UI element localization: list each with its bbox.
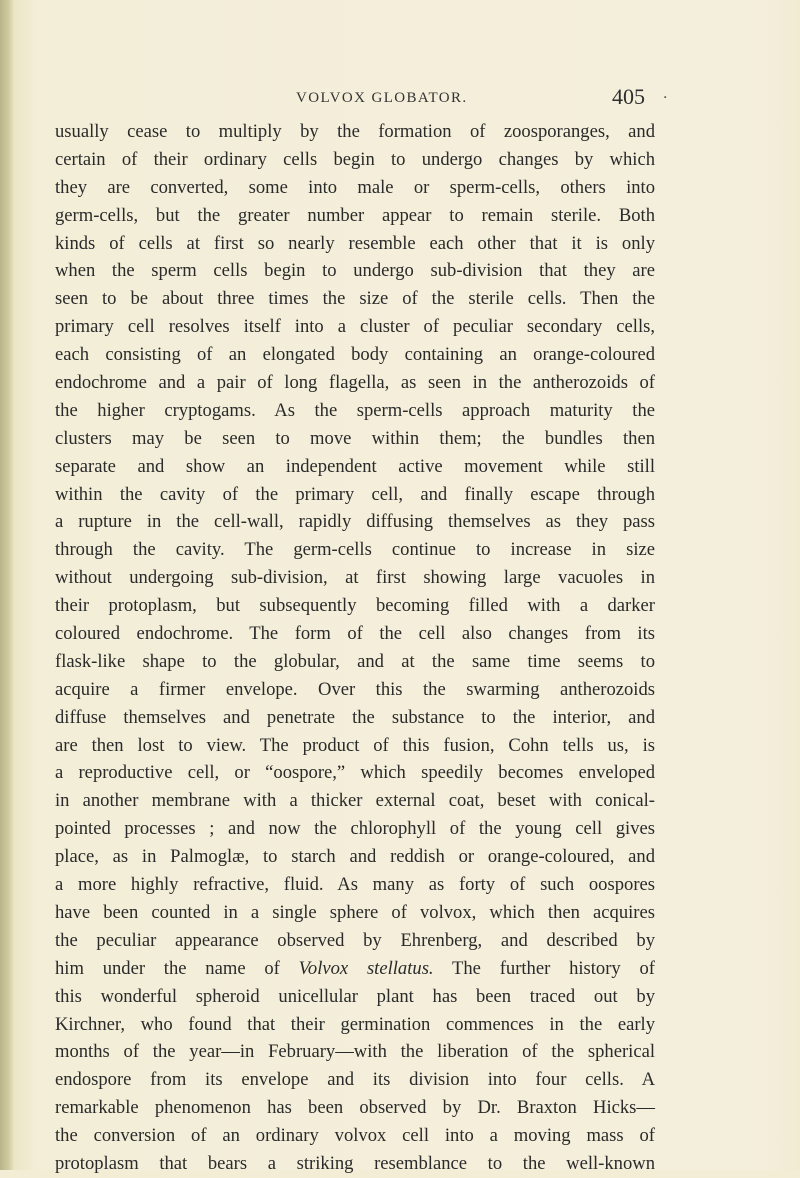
text-line: this wonderful spheroid unicellular plant has been traced out by <box>55 985 655 1007</box>
text-line: acquire a firmer envelope. Over this the swarming antherozoids <box>55 678 655 700</box>
text-line: endochrome and a pair of long flagella, as seen in the antherozoids of <box>55 372 655 394</box>
text-line: Kirchner, who found that their germination commences in the early <box>55 1013 655 1035</box>
text-line: are then lost to view. The product of this fusion, Cohn tells us, is <box>55 734 655 756</box>
species-name-italic: Volvox stellatus. <box>298 957 434 979</box>
text-line: the peculiar appearance observed by Ehrenberg, and described by <box>55 929 655 951</box>
text-line: through the cavity. The germ-cells continue to increase in size <box>55 539 655 561</box>
text-line: the conversion of an ordinary volvox cell into a moving mass of <box>55 1125 655 1147</box>
text-line: germ-cells, but the greater number appear to remain sterile. Both <box>55 204 655 226</box>
text-line: diffuse themselves and penetrate the substance to the interior, and <box>55 706 655 728</box>
text-line: coloured endochrome. The form of the cell also changes from its <box>55 623 655 645</box>
text-line: the higher cryptogams. As the sperm-cells approach maturity the <box>55 399 655 421</box>
text-line: kinds of cells at first so nearly resemble each other that it is only <box>55 232 655 254</box>
text-line: protoplasm that bears a striking resemblance to the well-known <box>55 1152 655 1174</box>
text-segment: The further history of <box>433 957 655 979</box>
text-line: a reproductive cell, or “oospore,” which speedily becomes enveloped <box>55 762 655 784</box>
text-line: endospore from its envelope and its division into four cells. A <box>55 1069 655 1091</box>
text-line: a rupture in the cell-wall, rapidly diffusing themselves as they pass <box>55 511 655 533</box>
text-line: when the sperm cells begin to undergo sub-division that they are <box>55 260 655 282</box>
text-line: usually cease to multiply by the formation of zoosporanges, and <box>55 121 655 142</box>
text-line: each consisting of an elongated body containing an orange-coloured <box>55 344 655 366</box>
text-line: in another membrane with a thicker external coat, beset with conical- <box>55 790 655 812</box>
running-title: VOLVOX GLOBATOR. <box>296 90 468 106</box>
text-line: have been counted in a single sphere of volvox, which then acquires <box>55 901 655 923</box>
text-line: clusters may be seen to move within them; the bundles then <box>55 427 655 449</box>
text-line: certain of their ordinary cells begin to undergo changes by which <box>55 148 655 170</box>
text-line: without undergoing sub-division, at first showing large vacuoles in <box>55 567 655 589</box>
text-line: flask-like shape to the globular, and at the same time seems to <box>55 650 655 672</box>
text-line: within the cavity of the primary cell, and finally escape through <box>55 483 655 505</box>
text-line: months of the year—in February—with the liberation of the spherical <box>55 1041 655 1063</box>
page-marker: · <box>663 90 668 106</box>
page-number: 405 <box>612 84 645 109</box>
text-line-with-italic <box>55 955 655 983</box>
text-line: their protoplasm, but subsequently becoming filled with a darker <box>55 595 655 617</box>
text-line: primary cell resolves itself into a cluster of peculiar secondary cells, <box>55 316 655 338</box>
text-segment: him under the name of <box>55 957 299 979</box>
page-gutter <box>0 0 14 1170</box>
text-line: place, as in Palmoglæ, to starch and reddish or orange-coloured, and <box>55 846 655 868</box>
text-line: a more highly refractive, fluid. As many as forty of such oospores <box>55 874 655 896</box>
text-line: seen to be about three times the size of the sterile cells. Then the <box>55 288 655 310</box>
text-line: they are converted, some into male or sperm-cells, others into <box>55 176 655 198</box>
text-line: remarkable phenomenon has been observed by Dr. Braxton Hicks— <box>55 1097 655 1119</box>
text-line: pointed processes ; and now the chlorophyll of the young cell gives <box>55 818 655 840</box>
text-line: separate and show an independent active movement while still <box>55 455 655 477</box>
running-header <box>0 84 800 112</box>
body-text <box>55 118 655 1178</box>
